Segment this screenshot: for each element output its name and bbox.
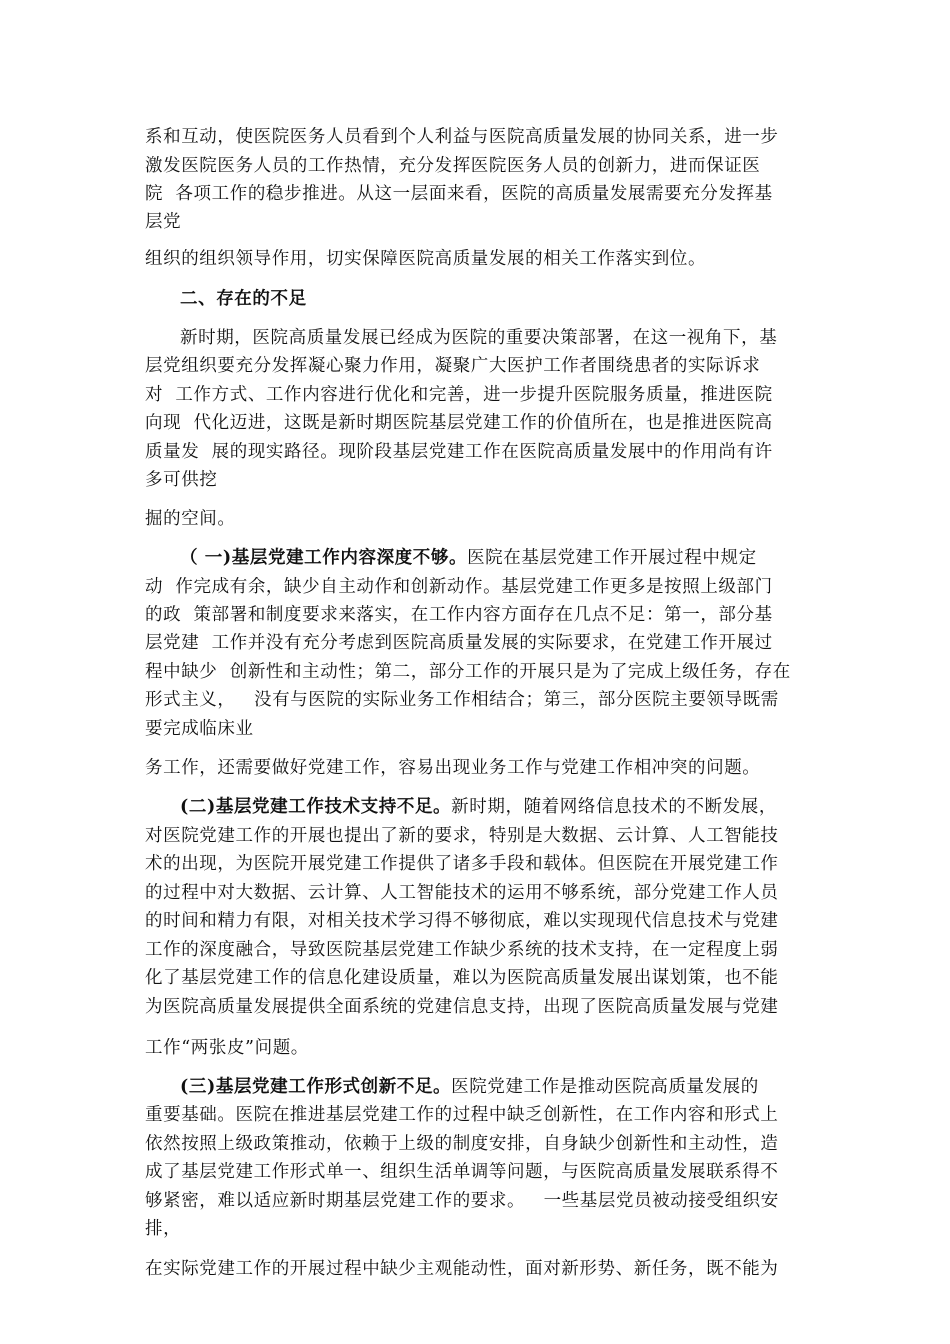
paragraph-lead bbox=[180, 547, 757, 569]
text-line: 激发医院医务人员的工作热情，充分发挥医院医务人员的创新力，进而保证医 bbox=[145, 156, 761, 176]
text-line: 组织的组织领导作用，切实保障医院高质量发展的相关工作落实到位。 bbox=[145, 249, 707, 269]
text-line: 形式主义， 没有与医院的实际业务工作相结合；第三，部分医院主要领导既需 bbox=[145, 690, 779, 710]
text-span: 医院党建工作是推动医院高质量发展的 bbox=[451, 1077, 759, 1097]
text-line: 够紧密，难以适应新时期基层党建工作的要求。 一些基层党员被动接受组织安 bbox=[145, 1191, 779, 1211]
paragraph-lead bbox=[180, 796, 777, 818]
text-line: 质量发 展的现实路径。现阶段基层党建工作在医院高质量发展中的作用尚有许 bbox=[145, 442, 773, 462]
text-line: 院 各项工作的稳步推进。从这一层面来看，医院的高质量发展需要充分发挥基 bbox=[145, 184, 773, 204]
text-line: 排， bbox=[145, 1219, 182, 1239]
text-line: 动 作完成有余，缺少自主动作和创新动作。基层党建工作更多是按照上级部门 bbox=[145, 577, 773, 597]
text-line: 多可供挖 bbox=[145, 470, 218, 490]
text-line: 新时期，医院高质量发展已经成为医院的重要决策部署，在这一视角下，基 bbox=[180, 328, 778, 348]
text-line: 层党 bbox=[145, 212, 182, 232]
section-heading: 二、存在的不足 bbox=[180, 289, 307, 309]
text-line: 要完成临床业 bbox=[145, 719, 254, 739]
subheading: (二)基层党建工作技术支持不足。 bbox=[180, 797, 452, 817]
text-line: 的过程中对大数据、云计算、人工智能技术的运用不够系统，部分党建工作人员 bbox=[145, 883, 779, 903]
subheading: （ 一)基层党建工作内容深度不够。 bbox=[180, 548, 468, 568]
text-line: 工作“两张皮”问题。 bbox=[145, 1038, 309, 1058]
text-line: 依然按照上级政策推动，依赖于上级的制度安排，自身缺少创新性和主动性，造 bbox=[145, 1134, 779, 1154]
text-line: 层党组织要充分发挥凝心聚力作用，凝聚广大医护工作者围绕患者的实际诉求 bbox=[145, 356, 761, 376]
text-line: 对 工作方式、工作内容进行优化和完善，进一步提升医院服务质量，推进医院 bbox=[145, 385, 773, 405]
text-line: 工作的深度融合，导致医院基层党建工作缺少系统的技术支持，在一定程度上弱 bbox=[145, 940, 779, 960]
text-line: 成了基层党建工作形式单一、组织生活单调等问题，与医院高质量发展联系得不 bbox=[145, 1162, 779, 1182]
text-line: 务工作，还需要做好党建工作，容易出现业务工作与党建工作相冲突的问题。 bbox=[145, 758, 761, 778]
text-line: 对医院党建工作的开展也提出了新的要求，特别是大数据、云计算、人工智能技 bbox=[145, 826, 779, 846]
text-line: 在实际党建工作的开展过程中缺少主观能动性，面对新形势、新任务，既不能为 bbox=[145, 1259, 779, 1279]
text-line: 的政 策部署和制度要求来落实，在工作内容方面存在几点不足：第一，部分基 bbox=[145, 605, 773, 625]
text-line: 术的出现，为医院开展党建工作提供了诸多手段和载体。但医院在开展党建工作 bbox=[145, 854, 779, 874]
text-line: 重要基础。医院在推进基层党建工作的过程中缺乏创新性，在工作内容和形式上 bbox=[145, 1105, 779, 1125]
text-line: 化了基层党建工作的信息化建设质量，难以为医院高质量发展出谋划策，也不能 bbox=[145, 968, 779, 988]
text-line: 系和互动，使医院医务人员看到个人利益与医院高质量发展的协同关系，进一步 bbox=[145, 127, 779, 147]
text-line: 的时间和精力有限，对相关技术学习得不够彻底，难以实现现代信息技术与党建 bbox=[145, 911, 779, 931]
text-line: 程中缺少 创新性和主动性；第二，部分工作的开展只是为了完成上级任务，存在 bbox=[145, 662, 791, 682]
text-span: 新时期，随着网络信息技术的不断发展， bbox=[451, 797, 777, 817]
text-line: 层党建 工作并没有充分考虑到医院高质量发展的实际要求，在党建工作开展过 bbox=[145, 633, 773, 653]
text-span: 医院在基层党建工作开展过程中规定 bbox=[467, 548, 757, 568]
paragraph-lead bbox=[180, 1076, 759, 1098]
text-line: 掘的空间。 bbox=[145, 509, 236, 529]
text-line: 向现 代化迈进，这既是新时期医院基层党建工作的价值所在，也是推进医院高 bbox=[145, 413, 773, 433]
subheading: (三)基层党建工作形式创新不足。 bbox=[180, 1077, 452, 1097]
text-line: 为医院高质量发展提供全面系统的党建信息支持，出现了医院高质量发展与党建 bbox=[145, 997, 779, 1017]
